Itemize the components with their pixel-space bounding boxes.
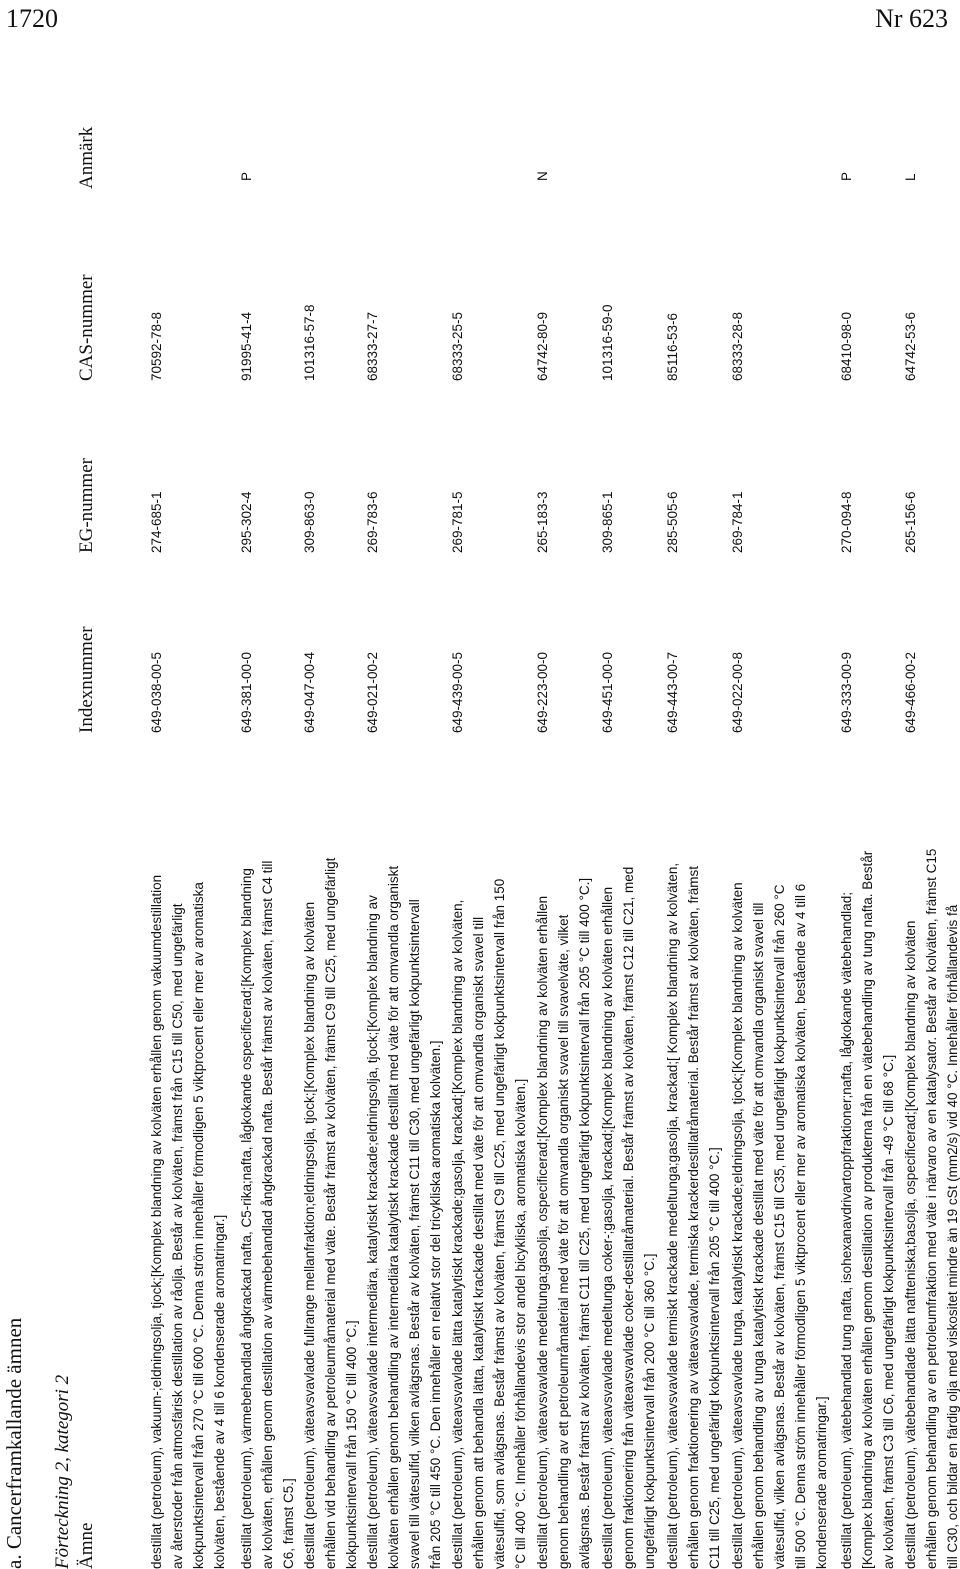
substance-description-line: erhållen genom behandling av tunga katalytiskt krackade destillat med väte för att omvandla organiskt svavel till <box>751 902 766 1569</box>
note-cell: L <box>903 173 918 181</box>
substance-description <box>727 749 832 1569</box>
index-number-cell: 649-022-00-8 <box>730 651 745 733</box>
substance-description-line: °C till 400 °C. Innehåller förhållandevis stor andel bicykliska, aromatiska kolväten.] <box>513 1078 528 1569</box>
column-header-substance: Ämne <box>76 1522 97 1569</box>
substance-description <box>299 749 362 1569</box>
index-number-cell: 649-223-00-0 <box>535 651 550 733</box>
substance-description-line: destillat (petroleum), väteavsvavlade fullrange mellanfraktion;eldningsolja, tjock;[Komplex blandning av kolväten <box>302 901 317 1569</box>
eg-number-cell: 265-183-3 <box>535 491 550 553</box>
substance-description-line: destillat (petroleum), väteavsvavlade lätta katalytiskt krackade;gasolja, krackad;[Komplex blandning av kolväten, <box>450 899 465 1569</box>
eg-number-cell: 309-865-1 <box>600 491 615 553</box>
substance-description-line: destillat (petroleum), väteavsvavlade tunga, katalytiskt krackade;eldningsolja, tjock;[Komplex blandning av kolväten <box>730 882 745 1569</box>
substance-description-line: av återstoder från atmosfärisk destillation av råolja. Består av kolväten, främst från C15 till C50, med ungefärligt <box>170 903 185 1569</box>
substance-description-line: kokpunktsintervall från 150 °C till 400 °C.] <box>344 1320 359 1569</box>
substance-description-line: till C30, och bildar en färdig olja med viskositet mindre än 19 cSt (mm2/s) vid 40 °C. Innehåller förhållandevis få <box>945 904 960 1569</box>
cas-number-cell: 101316-57-8 <box>302 304 317 381</box>
substance-description-line: av kolväten, främst C3 till C6, med ungefärligt kokpunktsintervall från -49 °C till 68 °C.] <box>881 1054 896 1569</box>
column-header-index-number: Indexnummer <box>76 626 97 733</box>
index-number-cell: 649-047-00-4 <box>302 651 317 733</box>
cas-number-cell: 91995-41-4 <box>239 311 254 381</box>
index-number-cell: 649-038-00-5 <box>149 651 164 733</box>
substance-description-line: kolväten, bestående av 4 till 6 kondenserade aromatringar.] <box>212 1214 227 1569</box>
substance-description-line: destillat (petroleum), vakuum-;eldningsolja, tjock;[Komplex blandning av kolväten erhållen genom vakuumdestillation <box>149 874 164 1569</box>
substance-description <box>146 749 230 1569</box>
eg-number-cell: 309-863-0 <box>302 491 317 553</box>
index-number-cell: 649-466-00-2 <box>903 651 918 733</box>
substance-description <box>447 749 531 1569</box>
note-cell: N <box>535 171 550 181</box>
index-number-cell: 649-381-00-0 <box>239 651 254 733</box>
substance-description-line: från 205 °C till 450 °C. Den innehåller en relativt stor del tricykliska aromatiska kolväten.] <box>428 1040 443 1569</box>
cas-number-cell: 85116-53-6 <box>665 312 680 381</box>
substance-description-line: destillat (petroleum), väteavsvavlade medeltunga;gasolja, ospecificerad;[Komplex blandning av kolväten erhållen <box>535 895 550 1569</box>
eg-number-cell: 274-685-1 <box>149 491 164 553</box>
substance-description-line: vätesulfid, vilken avlägsnas. Består av kolväten, främst C15 till C35, med ungefärligt kokpunktsintervall från 260 °C <box>772 884 787 1569</box>
column-header-note: Anmärk <box>76 126 97 189</box>
document-number: Nr 623 <box>875 4 948 33</box>
substance-description-line: genom behandling av ett petroleumråmaterial med väte för att omvandla organiskt svavel till svavelväte, vilket <box>556 914 571 1569</box>
cas-number-cell: 68333-27-7 <box>365 311 380 381</box>
substance-description <box>836 749 899 1569</box>
substance-description-line: destillat (petroleum), värmebehandlad ångkrackad nafta, C5-rika;nafta, lågkokande ospecificerad;[Komplex blandning <box>239 868 254 1569</box>
cas-number-cell: 101316-59-0 <box>600 304 615 381</box>
substance-description-line: erhållen genom fraktionering av väteavsvavlade, termiska krackerdestillatråmaterial. Består främst av kolväten, främst <box>686 865 701 1569</box>
index-number-cell: 649-443-00-7 <box>665 651 680 733</box>
substance-description-line: kolväten erhållen genom behandling av intermediära katalytiskt krackade destillat med väte för att omvandla organiskt <box>386 865 401 1569</box>
substance-description-line: destillat (petroleum), väteavsvavlade medeltunga coker-;gasolja, krackad;[Komplex blandning av kolväten erhållen <box>600 886 615 1569</box>
index-number-cell: 649-021-00-2 <box>365 651 380 733</box>
cas-number-cell: 64742-80-9 <box>535 311 550 381</box>
eg-number-cell: 269-784-1 <box>730 491 745 553</box>
eg-number-cell: 295-302-4 <box>239 491 254 553</box>
substance-description-line: ungefärligt kokpunktsintervall från 200 °C till 360 °C.] <box>642 1253 657 1569</box>
substance-description-line: erhållen vid behandling av petroleumråmaterial med väte. Består främst av kolväten, främst C9 till C25, med ungefärligt <box>323 857 338 1569</box>
substance-description <box>597 749 660 1569</box>
eg-number-cell: 285-505-6 <box>665 491 680 553</box>
cas-number-cell: 68333-28-8 <box>730 311 745 381</box>
cas-number-cell: 70592-78-8 <box>149 311 164 381</box>
eg-number-cell: 269-783-6 <box>365 491 380 553</box>
section-title: a. Cancerframkallande ämnen <box>2 1317 26 1569</box>
cas-number-cell: 68410-98-0 <box>839 311 854 381</box>
substance-description-line: erhållen genom att behandla lätta, katalytiskt krackade destillat med väte för att omvandla organiskt svavel till <box>471 916 486 1569</box>
substance-description-line: C11 till C25, med ungefärligt kokpunktsintervall från 205 °C till 400 °C.] <box>707 1147 722 1569</box>
substance-description-line: C6, främst C5.] <box>281 1478 296 1569</box>
list-title: Förteckning 2, kategori 2 <box>52 1374 73 1569</box>
rotated-page-content <box>0 69 960 1569</box>
substance-description-line: av kolväten, erhållen genom destillation av värmebehandlad ångkrackad nafta. Består främst av kolväten, främst C4 till <box>260 860 275 1569</box>
substance-description-line: destillat (petroleum), väteavsvavlade termiskt krackade medeltunga;gasolja, krackad;[ Komplex blandning av kolväten, <box>665 862 680 1569</box>
substance-description-line: genom fraktionering från väteavsvavlade coker-destillatråmaterial. Består främst av kolväten, främst C12 till C21, med <box>621 866 636 1569</box>
index-number-cell: 649-439-00-5 <box>450 651 465 733</box>
substance-description-line: avlägsnas. Består främst av kolväten, främst C11 till C25, med ungefärligt kokpunktsintervall från 205 °C till 400 °C.] <box>577 877 592 1569</box>
eg-number-cell: 265-156-6 <box>903 491 918 553</box>
index-number-cell: 649-333-00-9 <box>839 651 854 733</box>
substance-description <box>900 749 960 1569</box>
eg-number-cell: 269-781-5 <box>450 491 465 553</box>
substance-description-line: destillat (petroleum), vätebehandlad tung nafta, isohexanavdrivartoppfraktioner;nafta, lågkokande vätebehandlad; <box>839 892 854 1569</box>
substance-description-line: [Komplex blandning av kolväten erhållen genom destillation av produkterna från en vätebehandling av tung nafta. Består <box>860 850 875 1569</box>
note-cell: P <box>239 171 254 181</box>
substance-description <box>362 749 446 1569</box>
cas-number-cell: 68333-25-5 <box>450 311 465 381</box>
cas-number-cell: 64742-53-6 <box>903 311 918 381</box>
column-header-cas-number: CAS-nummer <box>76 274 97 381</box>
column-header-eg-number: EG-nummer <box>76 458 97 553</box>
substance-description-line: kokpunktsintervall från 270 °C till 600 °C. Denna ström innehåller förmodligen 5 viktprocent eller mer av aromatiska <box>191 882 206 1569</box>
substance-description-line: vätesulfid, som avlägsnas. Består främst av kolväten, främst C9 till C25, med ungefärligt kokpunktsintervall från 150 <box>492 878 507 1569</box>
substance-description-line: kondenserade aromatringar.] <box>814 1396 829 1569</box>
substance-description-line: erhållen genom behandling av en petroleumfraktion med väte i närvaro av en katalysator. Består av kolväten, främst C15 <box>924 848 939 1569</box>
substance-description-line: svavel till vätesulfid, vilken avlägsnas. Består av kolväten, främst C11 till C30, med ungefärligt kokpunktsintervall <box>407 899 422 1569</box>
substance-description-line: till 500 °C. Denna ström innehåller förmodligen 5 viktprocent eller mer av aromatiska kolväten, bestående av 4 till 6 <box>793 883 808 1569</box>
index-number-cell: 649-451-00-0 <box>600 651 615 733</box>
substance-description <box>236 749 299 1569</box>
substance-description <box>532 749 595 1569</box>
substance-description-line: destillat (petroleum), vätebehandlade lätta naftteniska;basolja, ospecificerad;[Komplex blandning av kolväten <box>903 920 918 1569</box>
page-number: 1720 <box>6 4 58 33</box>
eg-number-cell: 270-094-8 <box>839 491 854 553</box>
substance-description <box>662 749 725 1569</box>
substance-description-line: destillat (petroleum), väteavsvavlade intermediära, katalytiskt krackade;eldningsolja, tjock;[Komplex blandning av <box>365 895 380 1569</box>
note-cell: P <box>839 171 854 181</box>
